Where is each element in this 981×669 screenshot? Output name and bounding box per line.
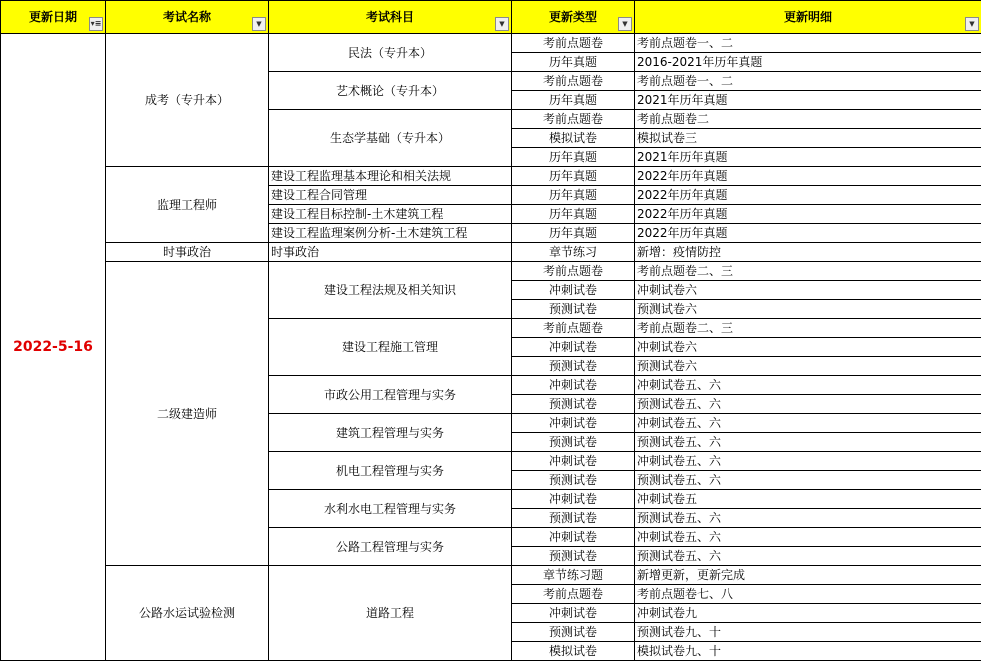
update-detail-cell[interactable]: 预测试卷九、十 [635, 623, 981, 642]
update-detail-cell[interactable]: 考前点题卷二、三 [635, 319, 981, 338]
table-row [1, 167, 981, 186]
table-row [1, 243, 981, 262]
filter-active-icon[interactable]: ▾≡ [89, 17, 103, 31]
update-type-cell[interactable]: 考前点题卷 [512, 319, 635, 338]
exam-subject-cell[interactable]: 公路工程管理与实务 [269, 528, 512, 566]
update-type-cell[interactable]: 模拟试卷 [512, 642, 635, 661]
exam-name-cell[interactable]: 时事政治 [106, 243, 269, 262]
update-type-cell[interactable]: 冲刺试卷 [512, 376, 635, 395]
update-type-cell[interactable]: 考前点题卷 [512, 72, 635, 91]
update-detail-cell[interactable]: 考前点题卷一、二 [635, 72, 981, 91]
exam-name-cell[interactable]: 公路水运试验检测 [106, 566, 269, 661]
update-detail-cell[interactable]: 考前点题卷二 [635, 110, 981, 129]
update-type-cell[interactable]: 考前点题卷 [512, 262, 635, 281]
update-detail-cell[interactable]: 预测试卷六 [635, 357, 981, 376]
update-type-cell[interactable]: 考前点题卷 [512, 585, 635, 604]
update-detail-cell[interactable]: 考前点题卷二、三 [635, 262, 981, 281]
table-body [1, 34, 981, 661]
exam-subject-cell[interactable]: 建设工程监理案例分析-土木建筑工程 [269, 224, 512, 243]
exam-subject-cell[interactable]: 生态学基础（专升本） [269, 110, 512, 167]
exam-subject-cell[interactable]: 民法（专升本） [269, 34, 512, 72]
update-detail-cell[interactable]: 2022年历年真题 [635, 224, 981, 243]
dropdown-arrow-icon[interactable]: ▼ [495, 17, 509, 31]
exam-name-cell[interactable]: 监理工程师 [106, 167, 269, 243]
update-type-cell[interactable]: 历年真题 [512, 167, 635, 186]
update-type-cell[interactable]: 考前点题卷 [512, 110, 635, 129]
update-type-cell[interactable]: 历年真题 [512, 91, 635, 110]
dropdown-arrow-icon[interactable]: ▼ [965, 17, 979, 31]
update-detail-cell[interactable]: 2021年历年真题 [635, 148, 981, 167]
update-type-cell[interactable]: 预测试卷 [512, 509, 635, 528]
exam-subject-cell[interactable]: 时事政治 [269, 243, 512, 262]
header-exam-name: 考试名称 ▼ [106, 1, 269, 34]
update-detail-cell[interactable]: 模拟试卷三 [635, 129, 981, 148]
update-detail-cell[interactable]: 考前点题卷一、二 [635, 34, 981, 53]
update-type-cell[interactable]: 冲刺试卷 [512, 338, 635, 357]
dropdown-arrow-icon[interactable]: ▼ [618, 17, 632, 31]
update-type-cell[interactable]: 预测试卷 [512, 357, 635, 376]
update-detail-cell[interactable]: 模拟试卷九、十 [635, 642, 981, 661]
update-detail-cell[interactable]: 预测试卷五、六 [635, 509, 981, 528]
update-detail-cell[interactable]: 冲刺试卷六 [635, 281, 981, 300]
exam-subject-cell[interactable]: 建设工程法规及相关知识 [269, 262, 512, 319]
update-type-cell[interactable]: 冲刺试卷 [512, 452, 635, 471]
update-detail-cell[interactable]: 2016-2021年历年真题 [635, 53, 981, 72]
update-detail-cell[interactable]: 冲刺试卷五、六 [635, 452, 981, 471]
update-type-cell[interactable]: 冲刺试卷 [512, 414, 635, 433]
update-detail-cell[interactable]: 冲刺试卷五、六 [635, 376, 981, 395]
update-type-cell[interactable]: 预测试卷 [512, 395, 635, 414]
header-update-detail: 更新明细 ▼ [635, 1, 981, 34]
update-detail-cell[interactable]: 新增：疫情防控 [635, 243, 981, 262]
update-type-cell[interactable]: 考前点题卷 [512, 34, 635, 53]
exam-subject-cell[interactable]: 建设工程目标控制-土木建筑工程 [269, 205, 512, 224]
exam-subject-cell[interactable]: 市政公用工程管理与实务 [269, 376, 512, 414]
update-detail-cell[interactable]: 考前点题卷七、八 [635, 585, 981, 604]
exam-subject-cell[interactable]: 水利水电工程管理与实务 [269, 490, 512, 528]
update-type-cell[interactable]: 历年真题 [512, 53, 635, 72]
update-type-cell[interactable]: 冲刺试卷 [512, 604, 635, 623]
exam-subject-cell[interactable]: 建设工程合同管理 [269, 186, 512, 205]
exam-subject-cell[interactable]: 建设工程监理基本理论和相关法规 [269, 167, 512, 186]
update-type-cell[interactable]: 冲刺试卷 [512, 281, 635, 300]
header-update-type: 更新类型 ▼ [512, 1, 635, 34]
update-detail-cell[interactable]: 预测试卷五、六 [635, 433, 981, 452]
exam-subject-cell[interactable]: 机电工程管理与实务 [269, 452, 512, 490]
exam-name-cell[interactable]: 二级建造师 [106, 262, 269, 566]
update-detail-cell[interactable]: 2022年历年真题 [635, 186, 981, 205]
update-detail-cell[interactable]: 冲刺试卷五、六 [635, 528, 981, 547]
update-type-cell[interactable]: 冲刺试卷 [512, 528, 635, 547]
update-type-cell[interactable]: 预测试卷 [512, 471, 635, 490]
update-type-cell[interactable]: 预测试卷 [512, 300, 635, 319]
update-detail-cell[interactable]: 2022年历年真题 [635, 167, 981, 186]
update-type-cell[interactable]: 预测试卷 [512, 623, 635, 642]
table-row [1, 34, 981, 53]
update-date-cell[interactable]: 2022-5-16 [1, 34, 106, 661]
table-row [1, 566, 981, 585]
update-detail-cell[interactable]: 预测试卷五、六 [635, 395, 981, 414]
update-detail-cell[interactable]: 冲刺试卷五、六 [635, 414, 981, 433]
update-detail-cell[interactable]: 2022年历年真题 [635, 205, 981, 224]
update-detail-cell[interactable]: 预测试卷五、六 [635, 471, 981, 490]
exam-subject-cell[interactable]: 艺术概论（专升本） [269, 72, 512, 110]
update-detail-cell[interactable]: 预测试卷五、六 [635, 547, 981, 566]
update-type-cell[interactable]: 历年真题 [512, 186, 635, 205]
header-row [1, 1, 981, 34]
header-update-date: 更新日期 ▾≡ [1, 1, 106, 34]
update-type-cell[interactable]: 历年真题 [512, 148, 635, 167]
update-detail-cell[interactable]: 冲刺试卷九 [635, 604, 981, 623]
update-type-cell[interactable]: 历年真题 [512, 224, 635, 243]
update-type-cell[interactable]: 章节练习 [512, 243, 635, 262]
exam-subject-cell[interactable]: 建筑工程管理与实务 [269, 414, 512, 452]
update-type-cell[interactable]: 冲刺试卷 [512, 490, 635, 509]
update-detail-cell[interactable]: 冲刺试卷五 [635, 490, 981, 509]
update-detail-cell[interactable]: 预测试卷六 [635, 300, 981, 319]
table-row [1, 262, 981, 281]
update-type-cell[interactable]: 历年真题 [512, 205, 635, 224]
exam-subject-cell[interactable]: 道路工程 [269, 566, 512, 661]
update-type-cell[interactable]: 章节练习题 [512, 566, 635, 585]
update-type-cell[interactable]: 模拟试卷 [512, 129, 635, 148]
header-exam-subject: 考试科目 ▼ [269, 1, 512, 34]
update-type-cell[interactable]: 预测试卷 [512, 547, 635, 566]
update-detail-cell[interactable]: 2021年历年真题 [635, 91, 981, 110]
update-type-cell[interactable]: 预测试卷 [512, 433, 635, 452]
update-detail-cell[interactable]: 冲刺试卷六 [635, 338, 981, 357]
update-detail-cell[interactable]: 新增更新，更新完成 [635, 566, 981, 585]
dropdown-arrow-icon[interactable]: ▼ [252, 17, 266, 31]
exam-subject-cell[interactable]: 建设工程施工管理 [269, 319, 512, 376]
exam-name-cell[interactable]: 成考（专升本） [106, 34, 269, 167]
